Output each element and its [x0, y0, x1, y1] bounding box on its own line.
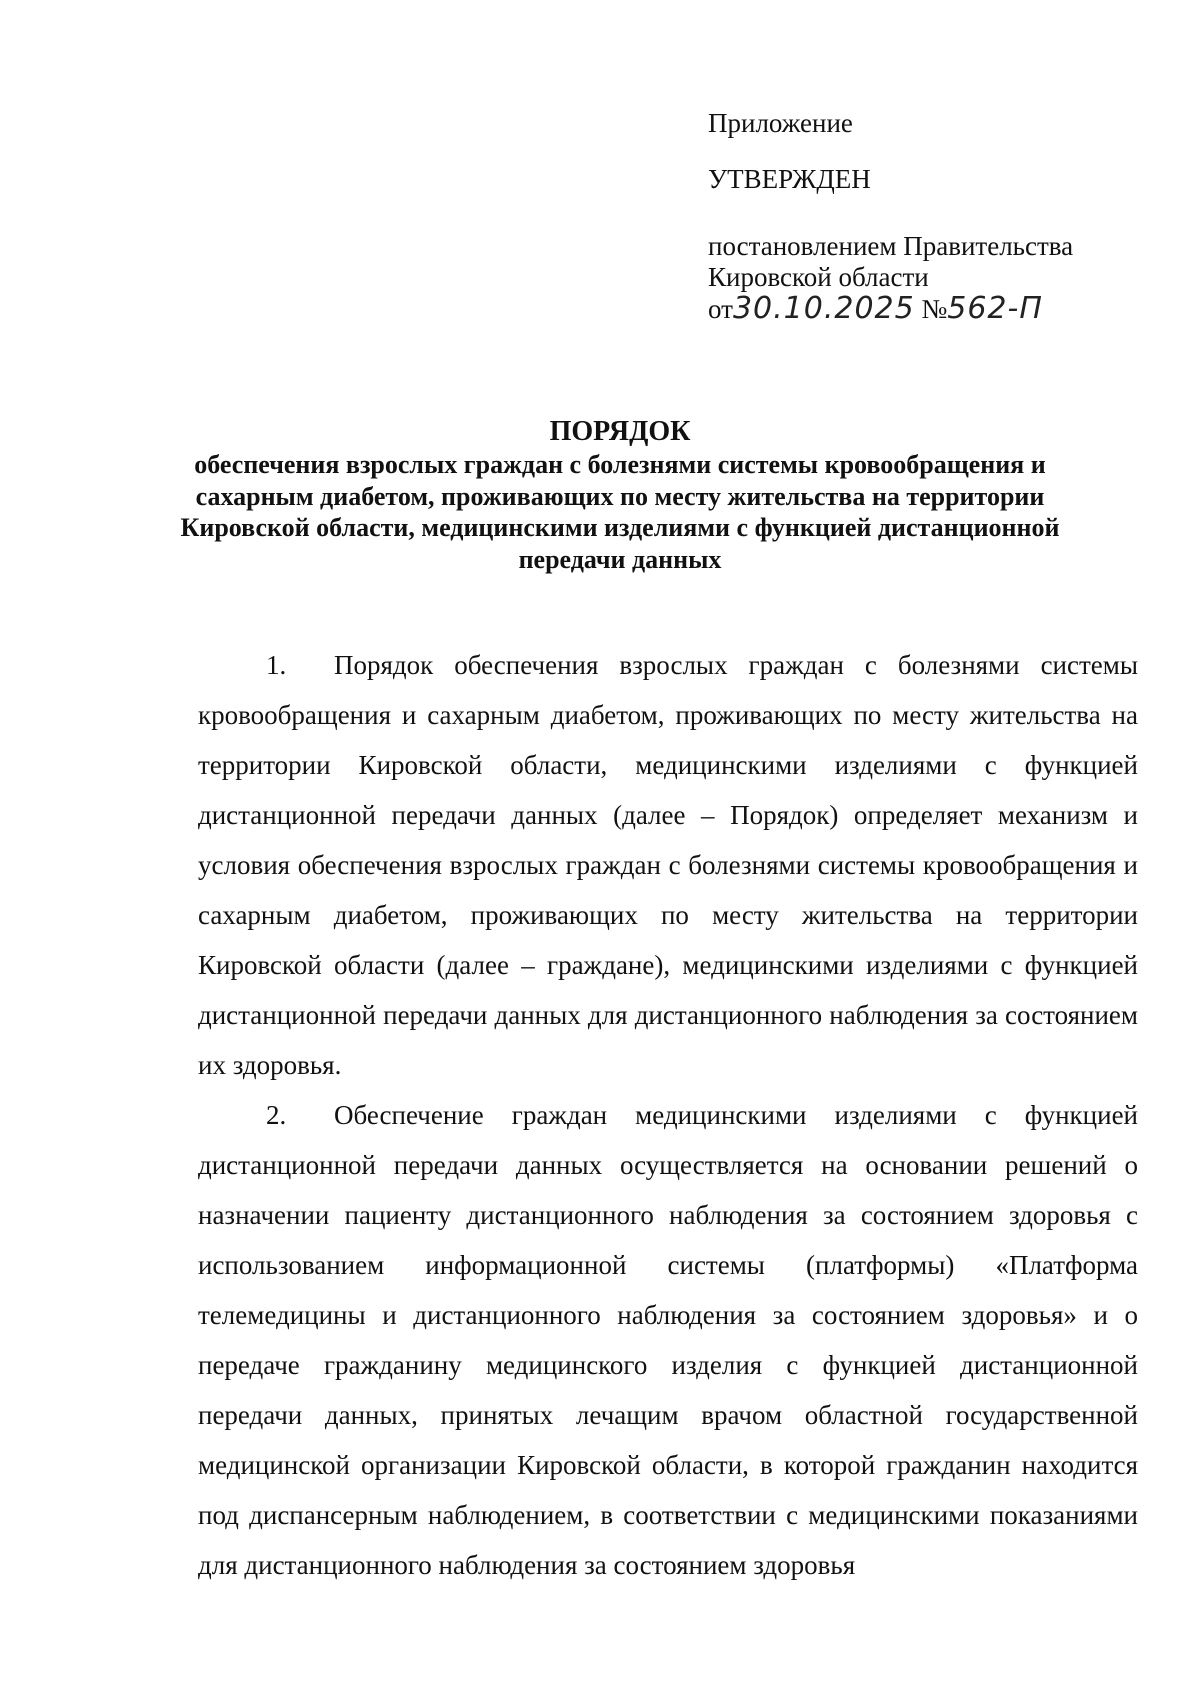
date-prefix: от — [708, 294, 733, 324]
document-title: ПОРЯДОК — [549, 416, 691, 447]
handwritten-number: 562-П — [947, 291, 1043, 326]
decree-date-line — [708, 293, 1148, 325]
appendix-label: Приложение — [708, 108, 853, 138]
number-sign: № — [921, 294, 948, 324]
decree-line-1: постановлением Правительства — [708, 231, 1074, 261]
approved-label: УТВЕРЖДЕН — [708, 164, 871, 194]
document-body — [198, 640, 1138, 1590]
handwritten-date: 30.10.2025 — [732, 291, 915, 326]
paragraph-1 — [198, 640, 1138, 1090]
paragraph-number: 1. — [266, 650, 287, 680]
paragraph-number: 2. — [266, 1100, 287, 1130]
document-heading — [180, 415, 1060, 575]
decree-line-2: Кировской области — [708, 262, 929, 292]
document-subtitle: обеспечения взрослых граждан с болезнями системы кровообращения и сахарным диабетом, проживающих по месту жительства на территории Кировской области, медицинскими изделиями с функцией дистанционной передачи данных — [180, 450, 1060, 574]
approval-block — [708, 108, 1148, 325]
paragraph-2 — [198, 1090, 1138, 1590]
paragraph-text: Порядок обеспечения взрослых граждан с болезнями системы кровообращения и сахарным диабетом, проживающих по месту жительства на территории Кировской области, медицинскими изделиями с функцией дистанционной передачи данных (далее – Порядок) определяет механизм и условия обеспечения взрослых граждан с болезнями системы кровообращения и сахарным диабетом, проживающих по месту жительства на территории Кировской области (далее – граждане), медицинскими изделиями с функцией дистанционной передачи данных для дистанционного наблюдения за состоянием их здоровья. — [198, 650, 1138, 1080]
paragraph-text: Обеспечение граждан медицинскими изделиями с функцией дистанционной передачи данных осуществляется на основании решений о назначении пациенту дистанционного наблюдения за состоянием здоровья с использованием информационной системы (платформы) «Платформа телемедицины и дистанционного наблюдения за состоянием здоровья» и о передаче гражданину медицинского изделия с функцией дистанционной передачи данных, принятых лечащим врачом областной государственной медицинской организации Кировской области, в которой гражданин находится под диспансерным наблюдением, в соответствии с медицинскими показаниями для дистанционного наблюдения за состоянием здоровья — [198, 1100, 1138, 1580]
